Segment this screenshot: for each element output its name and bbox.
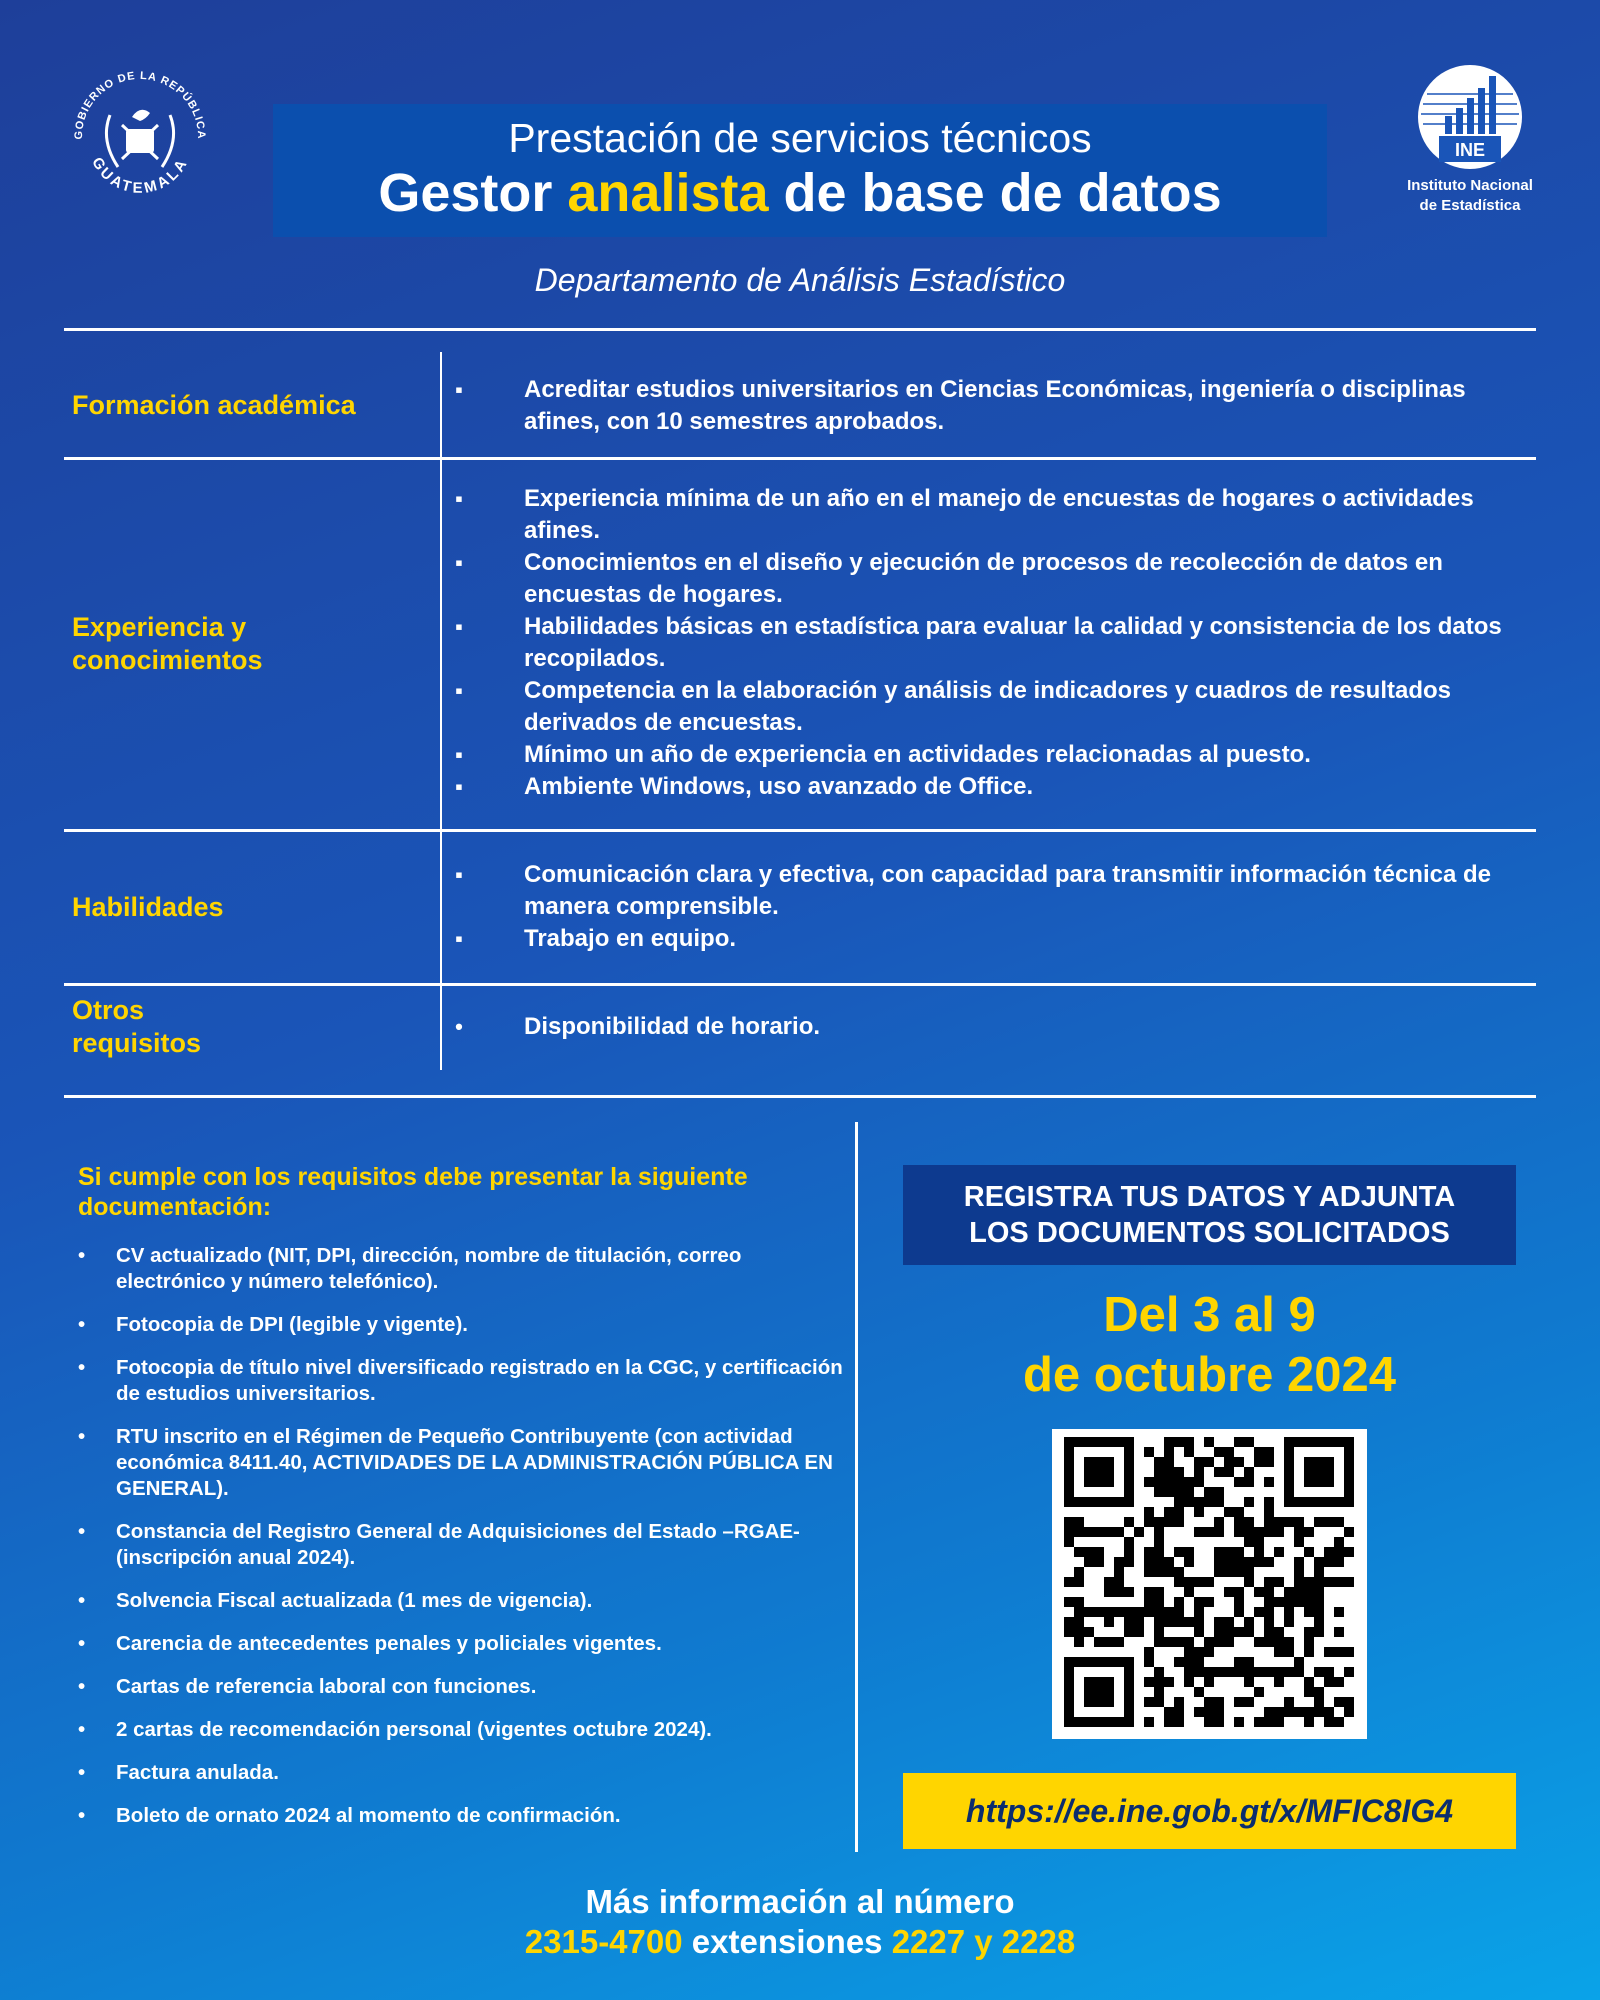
list-item: ▪ Experiencia mínima de un año en el manejo de encuestas de hogares o actividades afines. [455, 485, 1474, 544]
list-item: • Cartas de referencia laboral con funciones. [78, 1675, 537, 1698]
qr-finder-pattern [1064, 1657, 1134, 1727]
title-highlight: analista [567, 163, 769, 223]
list-item: • Carencia de antecedentes penales y policiales vigentes. [78, 1632, 662, 1655]
list-item: • Constancia del Registro General de Adquisiciones del Estado –RGAE- (inscripción anual 2024). [78, 1520, 800, 1569]
list-item: • Fotocopia de título nivel diversificado registrado en la CGC, y certificación de estudios universitarios. [78, 1356, 843, 1405]
title-part-2: de base de datos [783, 163, 1222, 223]
list-item: ▪ Habilidades básicas en estadística para evaluar la calidad y consistencia de los datos recopilados. [455, 613, 1502, 672]
footer-line2 [0, 1922, 1600, 1962]
dates-line2: de octubre 2024 [1022, 1348, 1397, 1402]
list-item: ▪ Acreditar estudios universitarios en Ciencias Económicas, ingeniería o disciplinas afines, con 10 semestres aprobados. [455, 376, 1466, 435]
qr-finder-pattern [1064, 1437, 1134, 1507]
registration-dates [903, 1285, 1516, 1405]
footer-line1: Más información al número [585, 1883, 1015, 1920]
table-row-divider [64, 457, 1536, 460]
table-bottom-divider [64, 1095, 1536, 1098]
qr-code[interactable] [1052, 1429, 1367, 1739]
title-position [273, 162, 1327, 224]
list-item: ▪ Conocimientos en el diseño y ejecución de procesos de recolección de datos en encuestas de hogares. [455, 549, 1443, 608]
documentation-list [78, 1243, 848, 1846]
label-habilidades: Habilidades [72, 892, 224, 922]
list-item: ▪ Mínimo un año de experiencia en actividades relacionadas al puesto. [455, 741, 1311, 768]
extension-numbers: 2227 y 2228 [891, 1923, 1076, 1960]
list-item: • Fotocopia de DPI (legible y vigente). [78, 1313, 468, 1336]
table-row-divider [64, 983, 1536, 986]
list-item: • Factura anulada. [78, 1761, 279, 1784]
seal-top-text: GOBIERNO DE LA REPÚBLICA [72, 69, 208, 140]
title-service-type: Prestación de servicios técnicos [508, 115, 1092, 161]
title-banner [273, 104, 1327, 237]
list-item: ▪ Competencia en la elaboración y análisis de indicadores y cuadros de resultados derivados de encuestas. [455, 677, 1451, 736]
list-formacion-academica [449, 374, 1529, 438]
section-divider [855, 1122, 858, 1852]
qr-finder-pattern [1284, 1437, 1354, 1507]
label-experiencia: Experiencia y conocimientos [72, 612, 263, 675]
ine-abbr: INE [1454, 140, 1486, 160]
list-item: ▪ Ambiente Windows, uso avanzado de Office. [455, 773, 1034, 800]
list-item: ▪ Trabajo en equipo. [455, 925, 737, 952]
register-banner [903, 1165, 1516, 1265]
table-top-divider [64, 328, 1536, 331]
documentation-heading: Si cumple con los requisitos debe presentar la siguiente documentación: [78, 1163, 748, 1221]
contact-footer [0, 1882, 1600, 1962]
list-otros-requisitos [449, 1011, 1529, 1043]
department-subtitle: Departamento de Análisis Estadístico [534, 262, 1066, 298]
label-formacion-academica: Formación académica [72, 390, 356, 420]
list-item: • RTU inscrito en el Régimen de Pequeño Contribuyente (con actividad económica 8411.40, ACTIVIDADES DE LA ADMINISTRACIÓN PÚBLICA EN GENERAL). [78, 1425, 833, 1500]
dates-line1: Del 3 al 9 [1103, 1288, 1316, 1342]
registration-url-link[interactable]: https://ee.ine.gob.gt/x/MFIC8IG4 [965, 1793, 1454, 1829]
register-line2: LOS DOCUMENTOS SOLICITADOS [969, 1217, 1450, 1249]
list-item: • 2 cartas de recomendación personal (vigentes octubre 2024). [78, 1718, 712, 1741]
seal-bottom-text: GUATEMALA [88, 154, 192, 197]
svg-text:GUATEMALA [88, 154, 192, 196]
list-item: • CV actualizado (NIT, DPI, dirección, nombre de titulación, correo electrónico y número telefónico). [78, 1244, 742, 1293]
ine-name-line1: Instituto Nacional [1407, 177, 1533, 194]
ine-name [1380, 176, 1560, 216]
list-item: • Disponibilidad de horario. [455, 1013, 821, 1040]
guatemala-seal-logo [60, 55, 220, 215]
label-otros-requisitos: Otros requisitos [72, 995, 202, 1058]
list-habilidades [449, 859, 1529, 955]
list-item: • Boleto de ornato 2024 al momento de confirmación. [78, 1804, 621, 1827]
registration-link-box[interactable] [903, 1773, 1516, 1849]
register-line1: REGISTRA TUS DATOS Y ADJUNTA [963, 1181, 1456, 1213]
extensions-label: extensiones [691, 1923, 883, 1960]
list-item: ▪ Comunicación clara y efectiva, con capacidad para transmitir información técnica de manera comprensible. [455, 861, 1491, 920]
list-experiencia [449, 483, 1529, 803]
phone-number: 2315-4700 [524, 1923, 683, 1960]
title-part-1: Gestor [378, 163, 553, 223]
ine-name-line2: de Estadística [1419, 197, 1521, 214]
list-item: • Solvencia Fiscal actualizada (1 mes de vigencia). [78, 1589, 593, 1612]
table-row-divider [64, 829, 1536, 832]
ine-logo [1415, 62, 1525, 172]
